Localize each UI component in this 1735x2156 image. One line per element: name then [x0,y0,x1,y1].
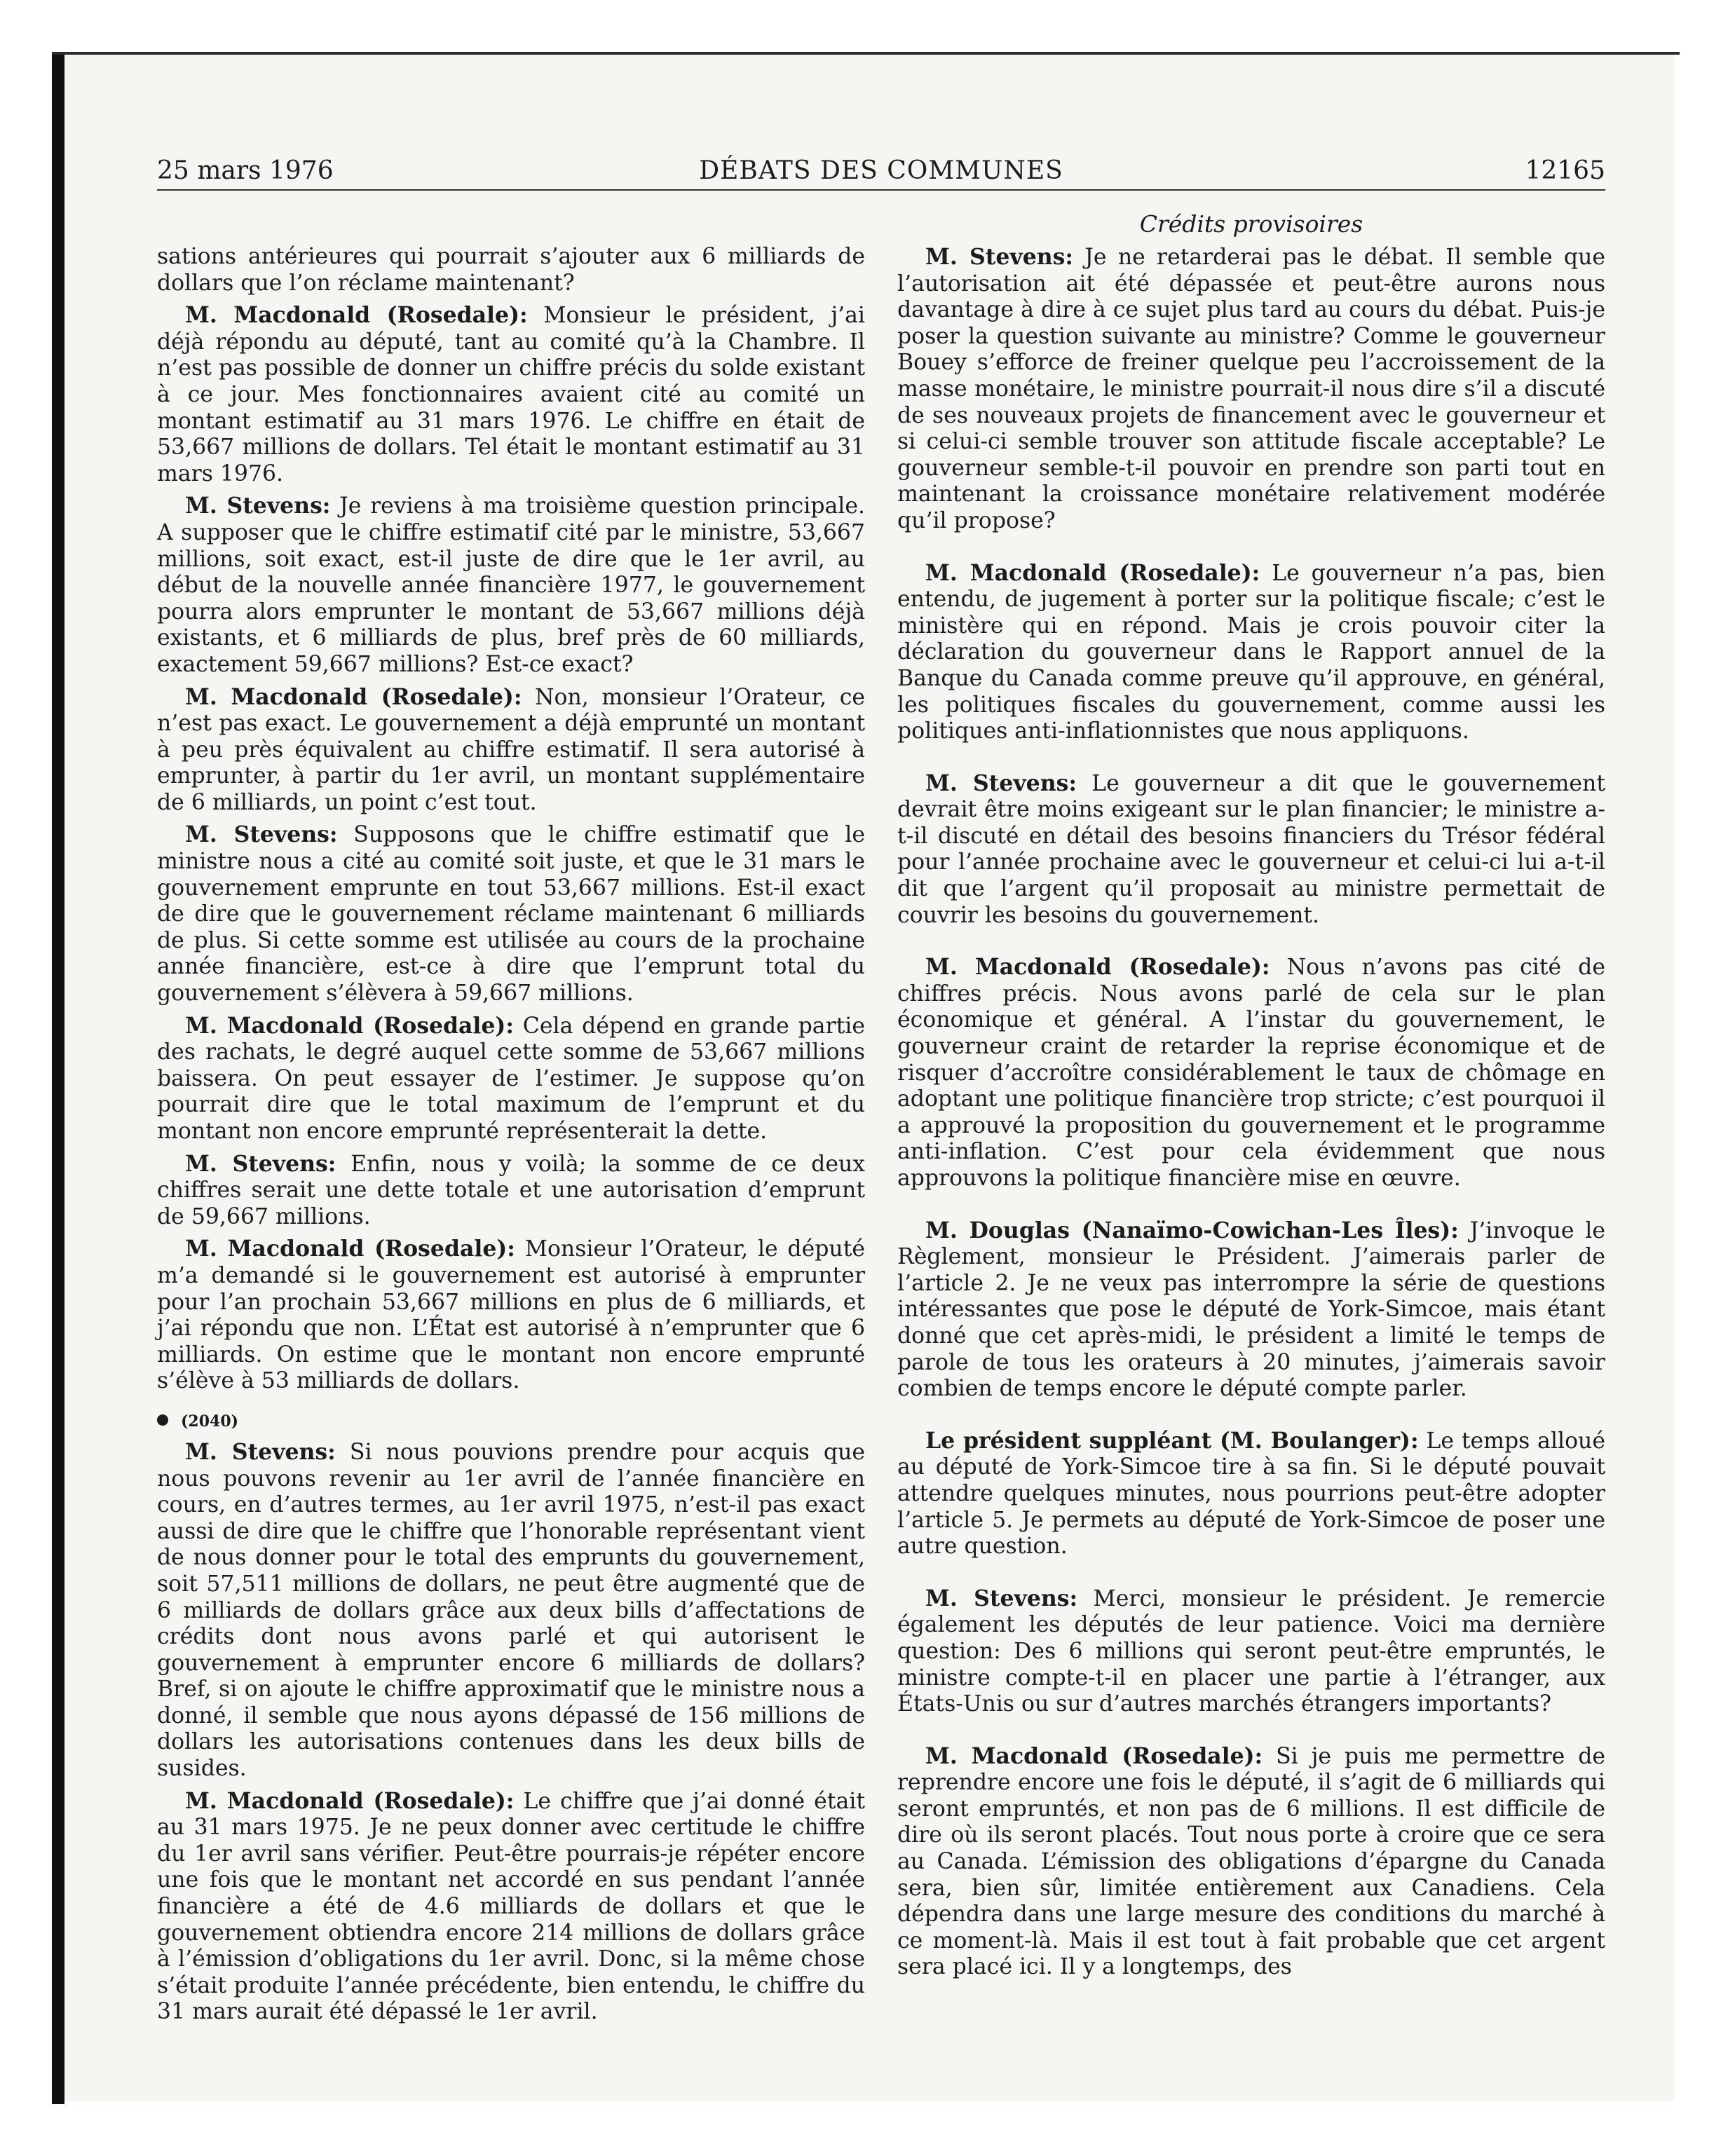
paragraph [157,1788,865,2026]
header-title: DÉBATS DES COMMUNES [699,156,1063,185]
speech-text: Cela dépend en grande partie des rachats, le degré auquel cette somme de 53,667 millions baissera. On peut essayer de l’estimer. Je suppose qu’on pourrait dire que le total maximum de l’emprunt et du montant non encore emprunté représenterait la dette. [157,1013,865,1144]
paragraph [897,954,1605,1192]
speaker-name: M. Macdonald (Rosedale): [925,1742,1263,1769]
speaker-name: M. Stevens: [185,1438,336,1465]
paragraph [897,1585,1605,1718]
speech-text: Le temps alloué au député de York-Simcoe tire à sa fin. Si le député pouvait attendre quelques minutes, nous pourrions peut-être adopter l’article 5. Je permets au député de York-Simcoe de poser une autre question. [897,1428,1605,1560]
speaker-name: M. Stevens: [185,821,338,848]
speech-text: Le gouverneur a dit que le gouvernement devrait être moins exigeant sur le plan financier; le ministre a-t-il discuté en détail des besoins financiers du Trésor fédéral pour l’année prochaine avec le gouverneur et celui-ci lui a-t-il dit que l’argent qu’il proposait au ministre permettait de couvrir les besoins du gouvernement. [897,770,1605,928]
speech-text: Monsieur le président, j’ai déjà répondu au député, tant au comité qu’à la Chambre. Il n’est pas possible de donner un chiffre précis du solde existant à ce jour. Mes fonctionnaires avaient cité au comité un montant estimatif au 31 mars 1976. Le chiffre en était de 53,667 millions de dollars. Tel était le montant estimatif au 31 mars 1976. [157,303,865,486]
paragraph [157,493,865,678]
speech-text: sations antérieures qui pourrait s’ajouter aux 6 milliards de dollars que l’on réclame maintenant? [157,244,865,296]
speech-text: Je reviens à ma troisième question principale. A supposer que le chiffre estimatif cité par le ministre, 53,667 millions, soit exact, est-il juste de dire que le 1er avril, au début de la nouvelle année financière 1977, le gouvernement pourra alors emprunter le montant de 53,667 millions déjà existants, et 6 milliards de plus, bref près de 60 milliards, exactement 59,667 millions? Est-ce exact? [157,493,866,677]
paragraph [157,821,865,1007]
paragraph [897,1743,1605,1981]
speaker-name: M. Macdonald (Rosedale): [185,683,522,710]
paragraph [157,1439,865,1782]
speaker-name: M. Macdonald (Rosedale): [185,1787,515,1814]
speaker-name: M. Stevens: [925,244,1074,270]
paragraph [897,770,1605,929]
speech-text: Nous n’avons pas cité de chiffres précis. Nous avons parlé de cela sur le plan économique et général. A l’instar du gouvernement, le gouverneur craint de retarder la reprise économique et de risquer d’accroître considérablement le taux de chômage en adoptant une politique financière trop stricte; c’est pourquoi il a approuvé la proposition du gouvernement et le programme anti-inflation. C’est pour cela évidemment que nous approuvons la politique financière mise en œuvre. [897,955,1605,1191]
page-header [157,156,1605,186]
paragraph [157,1013,865,1145]
speech-text: Monsieur l’Orateur, le député m’a demandé si le gouvernement est autorisé à emprunter pour l’an prochain 53,667 millions en plus de 6 milliards, et j’ai répondu que non. L’État est autorisé à n’emprunter que 6 milliards. On estime que le montant non encore emprunté s’élève à 53 milliards de dollars. [157,1236,865,1394]
speaker-name: M. Macdonald (Rosedale): [185,1236,515,1262]
header-rule [157,189,1605,191]
speech-text: Merci, monsieur le président. Je remercie également les députés de leur patience. Voici ma dernière question: Des 6 millions qui seront peut-être empruntés, le ministre compte-t-il en placer une partie à l’étranger, aux États-Unis ou sur d’autres marchés étrangers importants? [897,1585,1606,1717]
paragraph [157,1236,865,1395]
speech-text: Si je puis me permettre de reprendre encore une fois le député, il s’agit de 6 milliards qui seront empruntés, et non pas de 6 millions. Il est difficile de dire où ils seront placés. Tout nous porte à croire que ce sera au Canada. L’émission des obligations d’épargne du Canada sera, bien sûr, limitée entièrement aux Canadiens. Cela dépendra dans une large mesure des conditions du marché à ce moment-là. Mais il est tout à fait probable que cet argent sera placé ici. Il y a longtemps, des [897,1743,1605,1980]
header-date: 25 mars 1976 [157,156,334,185]
speech-text: Le gouverneur n’a pas, bien entendu, de jugement à porter sur la politique fiscale; c’est le ministère qui en répond. Mais je crois pouvoir citer la déclaration du gouverneur dans le Rapport annuel de la Banque du Canada comme preuve qu’il approuve, en général, les politiques fiscales du gouvernement, comme aussi les politiques anti-inflationnistes que nous appliquons. [897,560,1606,744]
speaker-name: M. Macdonald (Rosedale): [185,302,528,329]
right-column [897,244,1605,1981]
speech-text: Supposons que le chiffre estimatif que le ministre nous a cité au comité soit juste, et que le 31 mars le gouvernement emprunte en tout 53,667 millions. Est-il exact de dire que le gouvernement réclame maintenant 6 milliards de plus. Si cette somme est utilisée au cours de la prochaine année financière, est-ce à dire que l’emprunt total du gouvernement s’élèvera à 59,667 millions. [157,822,865,1007]
paragraph [157,1151,865,1231]
left-column [157,244,865,2026]
speech-text: Si nous pouvions prendre pour acquis que nous pouvons revenir au 1er avril de l’année financière en cours, en d’autres termes, au 1er avril 1975, n’est-il pas exact aussi de dire que le chiffre que l’honorable représentant vient de nous donner pour le total des emprunts du gouvernement, soit 57,511 millions de dollars, ne peut être augmenté que de 6 milliards de dollars grâce aux deux bills d’affectations de crédits dont nous avons parlé et qui autorisent le gouvernement à emprunter encore 6 milliards de dollars? Bref, si on ajoute le chiffre approximatif que le ministre nous a donné, il semble que nous ayons dépassé de 156 millions de dollars les autorisations contenues dans les deux bills de susides. [157,1439,866,1782]
header-page-number: 12165 [1525,156,1605,185]
speaker-name: Le président suppléant (M. Boulanger): [925,1427,1419,1454]
paragraph [157,684,865,817]
time-code: (2040) [181,1412,239,1431]
speech-text: Enfin, nous y voilà; la somme de ce deux chiffres serait une dette totale et une autorisation d’emprunt de 59,667 millions. [157,1151,866,1229]
scan-border [52,52,64,2104]
paragraph [897,244,1605,535]
speaker-name: M. Macdonald (Rosedale): [925,954,1270,981]
paragraph [157,302,865,487]
speaker-name: M. Macdonald (Rosedale): [925,559,1260,586]
speech-text: Je ne retarderai pas le débat. Il semble que l’autorisation ait été dépassée et peut-être aurons nous davantage à dire à ce sujet plus tard au cours du débat. Puis-je poser la question suivante au ministre? Comme le gouverneur Bouey s’efforce de freiner quelque peu l’accroissement de la masse monétaire, le ministre pourrait-il nous dire s’il a discuté de ses nouveaux projets de financement avec le gouverneur et si celui-ci semble trouver son attitude fiscale acceptable? Le gouverneur semble-t-il pouvoir en prendre son parti tout en maintenant la croissance monétaire relativement modérée qu’il propose? [897,245,1606,533]
paragraph [897,1217,1605,1403]
speech-text: Le chiffre que j’ai donné était au 31 mars 1975. Je ne peux donner avec certitude le chiffre du 1er avril sans vérifier. Peut-être pourrais-je répéter encore une fois que le montant net accordé en sus pendant l’année financière a été de 4.6 milliards de dollars et que le gouvernement obtiendra encore 214 millions de dollars grâce à l’émission d’obligations du 1er avril. Donc, si la même chose s’était produite l’année précédente, bien entendu, le chiffre du 31 mars aurait été dépassé le 1er avril. [157,1788,865,2025]
section-title: Crédits provisoires [1139,210,1363,238]
speaker-name: M. Douglas (Nanaïmo-Cowichan-Les Îles): [925,1217,1459,1243]
paragraph [897,560,1605,745]
paragraph [157,244,865,296]
bullet-icon [157,1414,168,1426]
speaker-name: M. Stevens: [925,770,1077,796]
paragraph [897,1428,1605,1560]
speaker-name: M. Stevens: [185,493,331,519]
speaker-name: M. Macdonald (Rosedale): [185,1012,514,1039]
time-marker [157,1410,865,1433]
speech-text: J’invoque le Règlement, monsieur le Président. J’aimerais parler de l’article 2. Je ne veux pas interrompre la série de questions intéressantes que pose le député de York-Simcoe, mais étant donné que cet après-midi, le président a limité le temps de parole de tous les orateurs à 20 minutes, j’aimerais savoir combien de temps encore le député compte parler. [897,1217,1606,1402]
speaker-name: M. Stevens: [185,1150,336,1177]
speech-text: Non, monsieur l’Orateur, ce n’est pas exact. Le gouvernement a déjà emprunté un montant à peu près équivalent au chiffre estimatif. Il sera autorisé à emprunter, à partir du 1er avril, un montant supplémentaire de 6 milliards, un point c’est tout. [157,684,865,815]
speaker-name: M. Stevens: [925,1585,1078,1611]
